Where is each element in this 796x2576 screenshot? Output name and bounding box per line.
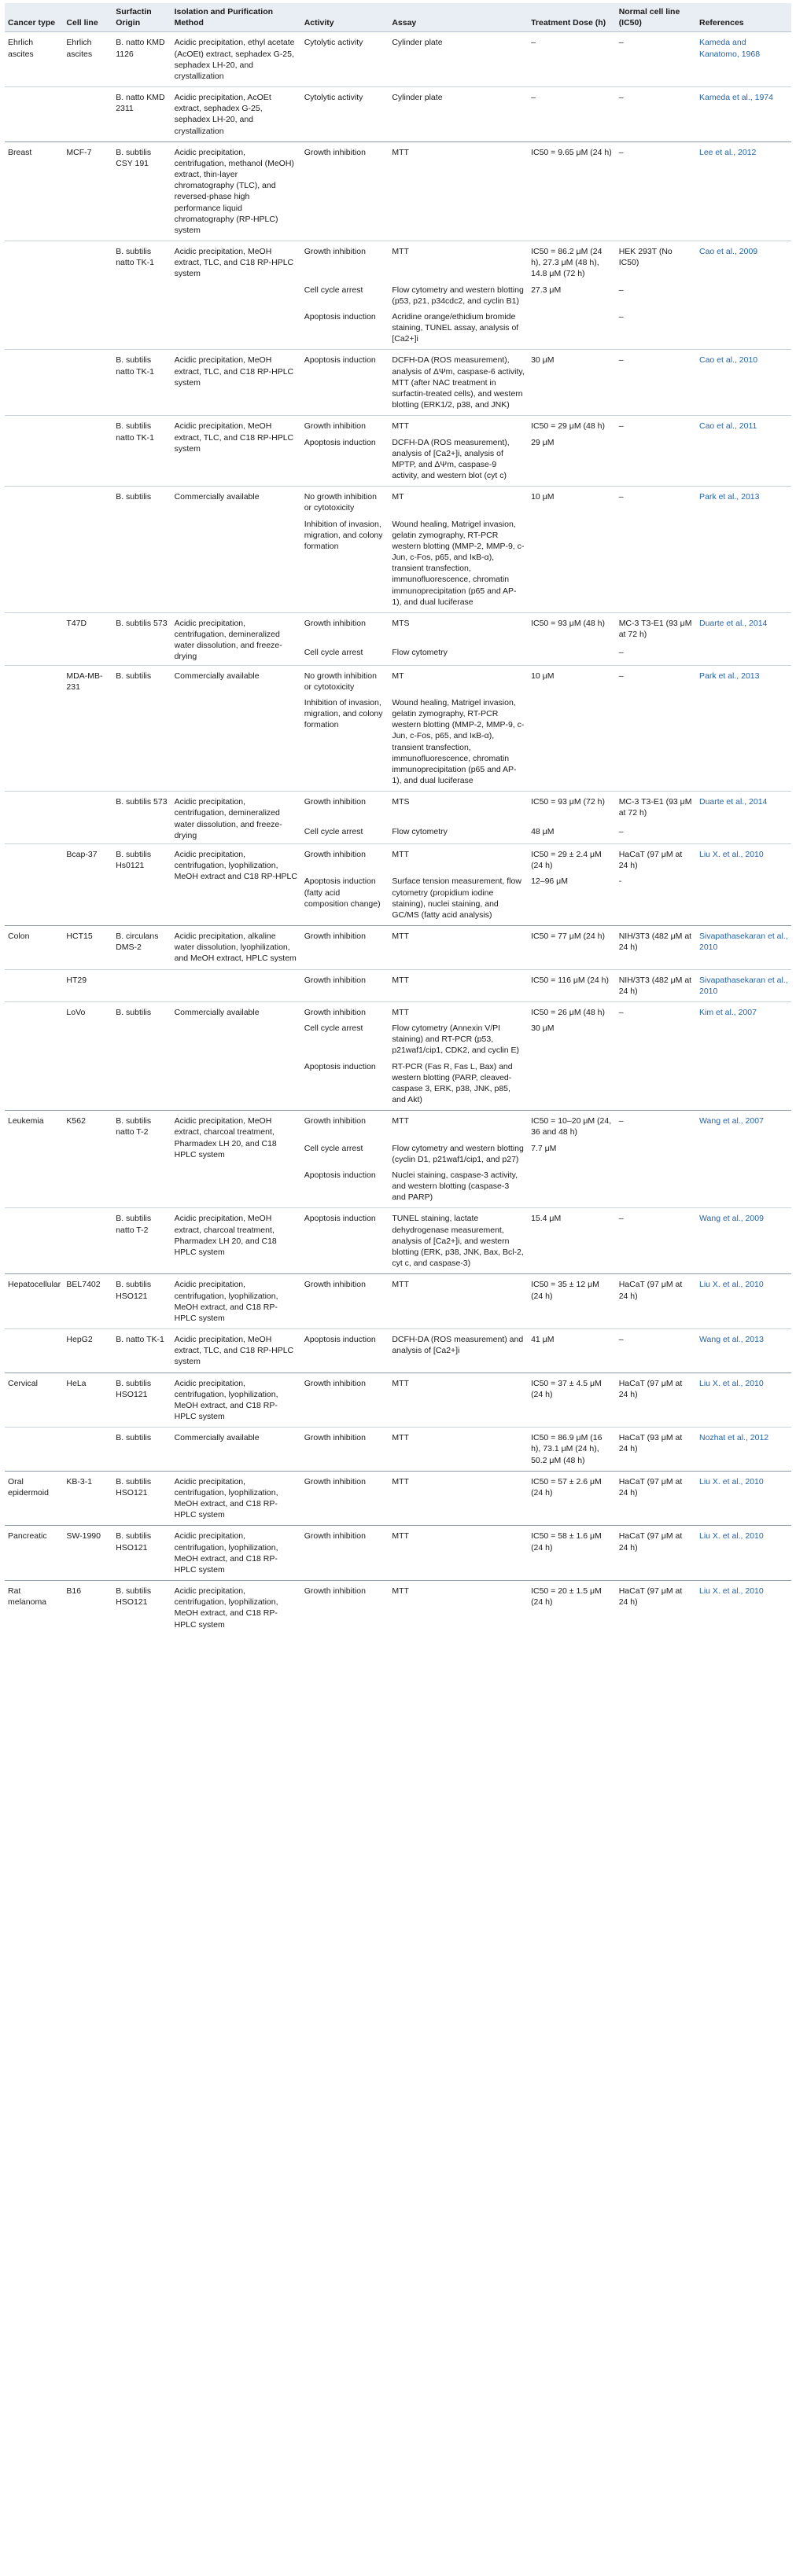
origin-cell: B. natto KMD 1126 (112, 32, 171, 87)
normal-cell-line-cell: NIH/3T3 (482 μM at 24 h) (616, 926, 696, 970)
origin-cell: B. subtilis natto T-2 (112, 1208, 171, 1274)
normal-cell-line-cell: – (616, 141, 696, 241)
header-normal-cell-line: Normal cell line (IC50) (616, 3, 696, 32)
table-row (5, 1111, 791, 1141)
dose-cell: 48 μM (531, 826, 555, 836)
cell-line-cell (63, 487, 112, 613)
dose-cell: IC50 = 93 μM (72 h) (528, 792, 616, 824)
origin-cell: B. subtilis HSO121 (112, 1526, 171, 1581)
normal-cell-line-cell: – (618, 648, 624, 658)
origin-cell: B. subtilis natto TK-1 (112, 350, 171, 416)
normal-cell-line-cell (616, 1059, 696, 1111)
dose-cell: IC50 = 9.65 μM (24 h) (528, 141, 616, 241)
activity-cell: No growth inhibition or cytotoxicity (301, 487, 389, 516)
activity-cell: No growth inhibition or cytotoxicity (301, 665, 389, 695)
activity-cell: Inhibition of invasion, migration, and colony formation (304, 519, 383, 551)
reference-link[interactable]: Liu X. et al., 2010 (696, 1526, 791, 1581)
reference-link[interactable]: Cao et al., 2009 (696, 241, 791, 350)
normal-cell-line-cell: – (616, 416, 696, 435)
assay-cell: Cylinder plate (389, 87, 528, 142)
dose-cell: IC50 = 86.2 μM (24 h), 27.3 μM (48 h), 14.8 μM (72 h) (528, 241, 616, 282)
reference-link[interactable]: Liu X. et al., 2010 (696, 1471, 791, 1526)
origin-cell: B. natto TK-1 (112, 1329, 171, 1373)
assay-cell: MT (389, 665, 528, 695)
header-activity: Activity (301, 3, 389, 32)
table-row (5, 844, 791, 874)
activity-cell: Growth inhibition (301, 1581, 389, 1635)
cancer-type-cell: Hepatocellular (5, 1274, 63, 1329)
activity-cell: Cytolytic activity (301, 32, 389, 87)
normal-cell-line-cell: HaCaT (97 μM at 24 h) (616, 1526, 696, 1581)
normal-cell-line-cell (616, 435, 696, 487)
method-cell: Acidic precipitation, centrifugation, demineralized water dissolution, and freeze-drying (171, 612, 301, 665)
dose-cell: IC50 = 77 μM (24 h) (528, 926, 616, 970)
activity-cell: Apoptosis induction (fatty acid composition change) (304, 876, 381, 909)
table-row (5, 1274, 791, 1329)
cancer-type-cell: Rat melanoma (5, 1581, 63, 1635)
activity-cell: Apoptosis induction (301, 1329, 389, 1373)
normal-cell-line-cell: – (616, 1111, 696, 1141)
dose-cell (528, 695, 616, 792)
normal-cell-line-cell: – (616, 87, 696, 142)
header-surfactin-origin: Surfactin Origin (112, 3, 171, 32)
cell-line-cell (63, 1208, 112, 1274)
origin-cell: B. subtilis HSO121 (112, 1581, 171, 1635)
activity-cell: Growth inhibition (301, 1111, 389, 1141)
normal-cell-line-cell (616, 516, 696, 613)
dose-cell: IC50 = 86.9 μM (16 h), 73.1 μM (24 h), 50.2 μM (48 h) (528, 1428, 616, 1472)
table-row (5, 969, 791, 1001)
activity-cell: Growth inhibition (301, 969, 389, 1001)
assay-cell: Flow cytometry (Annexin V/PI staining) and RT-PCR (p53, p21waf1/cip1, CDK2, and cyclin E) (392, 1023, 519, 1056)
method-cell: Acidic precipitation, centrifugation, methanol (MeOH) extract, thin-layer chromatography (TLC), and reversed-phase high performance liquid chromatography (RP-HPLC) system (171, 141, 301, 241)
method-cell: Acidic precipitation, MeOH extract, TLC, and C18 RP-HPLC system (171, 241, 301, 350)
table-row (5, 350, 791, 416)
cancer-type-cell (5, 1428, 63, 1472)
dose-cell: – (528, 32, 616, 87)
normal-cell-line-cell: – (616, 350, 696, 416)
dose-cell: IC50 = 58 ± 1.6 μM (24 h) (528, 1526, 616, 1581)
method-cell: Commercially available (171, 1001, 301, 1110)
cancer-type-cell (5, 969, 63, 1001)
dose-cell: 10 μM (528, 487, 616, 516)
cancer-type-cell (5, 1329, 63, 1373)
assay-cell: Flow cytometry and western blotting (cyclin D1, p21waf1/cip1, and p27) (392, 1143, 524, 1164)
reference-link[interactable]: Duarte et al., 2014 (696, 612, 791, 665)
method-cell: Acidic precipitation, centrifugation, lyophilization, MeOH extract, and C18 RP-HPLC system (171, 1373, 301, 1428)
assay-cell: MTT (389, 241, 528, 282)
activity-cell: Growth inhibition (301, 844, 389, 874)
cell-line-cell (63, 241, 112, 350)
assay-cell: Flow cytometry (392, 648, 448, 658)
method-cell: Acidic precipitation, alkaline water dissolution, lyophilization, and MeOH extract, HPLC system (171, 926, 301, 970)
origin-cell (112, 969, 171, 1001)
table-row (5, 1001, 791, 1020)
cell-line-cell: B16 (63, 1581, 112, 1635)
cell-line-cell (63, 350, 112, 416)
cell-line-cell (63, 792, 112, 844)
dose-cell: IC50 = 26 μM (48 h) (528, 1001, 616, 1020)
header-assay: Assay (389, 3, 528, 32)
reference-link[interactable]: Cao et al., 2011 (696, 416, 791, 487)
dose-cell: 30 μM (531, 1023, 555, 1034)
activity-cell: Cell cycle arrest (304, 826, 363, 836)
table-row (5, 1373, 791, 1428)
dose-cell: IC50 = 20 ± 1.5 μM (24 h) (528, 1581, 616, 1635)
assay-cell: MTT (389, 969, 528, 1001)
assay-cell: MTT (389, 141, 528, 241)
dose-cell: 12–96 μM (531, 876, 568, 887)
cell-line-cell: SW-1990 (63, 1526, 112, 1581)
activity-cell: Apoptosis induction (304, 311, 376, 322)
table-row (5, 665, 791, 695)
origin-cell: B. subtilis Hs0121 (112, 844, 171, 926)
cancer-type-cell (5, 844, 63, 926)
method-cell: Acidic precipitation, MeOH extract, charcoal treatment, Pharmadex LH 20, and C18 HPLC system (171, 1208, 301, 1274)
activity-cell: Growth inhibition (301, 1428, 389, 1472)
method-cell: Acidic precipitation, MeOH extract, charcoal treatment, Pharmadex LH 20, and C18 HPLC system (171, 1111, 301, 1208)
normal-cell-line-cell: – (618, 285, 624, 295)
activity-cell: Cell cycle arrest (304, 1143, 363, 1153)
normal-cell-line-cell: MC-3 T3-E1 (93 μM at 72 h) (616, 792, 696, 824)
reference-link[interactable]: Nozhat et al., 2012 (696, 1428, 791, 1472)
assay-cell: MTT (389, 1111, 528, 1141)
dose-cell (528, 309, 616, 350)
normal-cell-line-cell: HaCaT (97 μM at 24 h) (616, 1471, 696, 1526)
activity-cell: Growth inhibition (301, 1471, 389, 1526)
normal-cell-line-cell (616, 1167, 696, 1208)
cancer-type-cell (5, 792, 63, 844)
assay-cell: MT (389, 487, 528, 516)
reference-link[interactable]: Kameda and Kanatomo, 1968 (696, 32, 791, 87)
reference-link[interactable]: Lee et al., 2012 (696, 141, 791, 241)
table-row (5, 1471, 791, 1526)
assay-cell: Acridine orange/ethidium bromide staining, TUNEL assay, analysis of [Ca2+]i (392, 311, 519, 344)
surfactin-anticancer-table (5, 3, 791, 1635)
cancer-type-cell (5, 487, 63, 613)
cancer-type-cell (5, 1208, 63, 1274)
activity-cell: Growth inhibition (301, 1001, 389, 1020)
reference-link[interactable]: Cao et al., 2010 (696, 350, 791, 416)
origin-cell: B. circulans DMS-2 (112, 926, 171, 970)
cell-line-cell: K562 (63, 1111, 112, 1208)
activity-cell: Apoptosis induction (301, 350, 389, 416)
dose-cell: 15.4 μM (528, 1208, 616, 1274)
assay-cell: MTT (389, 926, 528, 970)
cancer-type-cell: Cervical (5, 1373, 63, 1428)
method-cell: Acidic precipitation, centrifugation, lyophilization, MeOH extract and C18 RP-HPLC (171, 844, 301, 926)
cancer-type-cell (5, 1001, 63, 1110)
method-cell: Acidic precipitation, centrifugation, lyophilization, MeOH extract, and C18 RP-HPLC system (171, 1581, 301, 1635)
activity-cell: Growth inhibition (301, 792, 389, 824)
assay-cell: DCFH-DA (ROS measurement) and analysis of [Ca2+]i (389, 1329, 528, 1373)
activity-cell: Growth inhibition (301, 416, 389, 435)
table-row (5, 32, 791, 87)
origin-cell: B. subtilis HSO121 (112, 1373, 171, 1428)
assay-cell: DCFH-DA (ROS measurement), analysis of [Ca2+]i, analysis of MPTP, and ΔΨm, caspase-9 activity, and western blot (cyt c) (392, 437, 510, 481)
table-row (5, 1208, 791, 1274)
dose-cell: IC50 = 93 μM (48 h) (528, 612, 616, 645)
method-cell: Commercially available (171, 487, 301, 613)
cancer-type-cell: Ehrlich ascites (5, 32, 63, 87)
table-row (5, 1428, 791, 1472)
assay-cell: DCFH-DA (ROS measurement), analysis of ΔΨm, caspase-6 activity, MTT (after NAC treatment in surfactin-treated cells), and western blotting (ERK1/2, p38, and JNK) (389, 350, 528, 416)
assay-cell: TUNEL staining, lactate dehydrogenase measurement, analysis of [Ca2+]i, and western blotting (ERK, p38, JNK, Bax, Bcl-2, cyt c, and caspase-3) (389, 1208, 528, 1274)
header-cancer-type: Cancer type (5, 3, 63, 32)
cell-line-cell: T47D (63, 612, 112, 665)
normal-cell-line-cell: HaCaT (97 μM at 24 h) (616, 844, 696, 874)
header-references: References (696, 3, 791, 32)
method-cell: Acidic precipitation, MeOH extract, TLC, and C18 RP-HPLC system (171, 350, 301, 416)
normal-cell-line-cell (616, 1020, 696, 1059)
activity-cell: Cytolytic activity (301, 87, 389, 142)
cell-line-cell: BEL7402 (63, 1274, 112, 1329)
activity-cell: Growth inhibition (301, 1526, 389, 1581)
cell-line-cell (63, 1428, 112, 1472)
table-row (5, 1526, 791, 1581)
method-cell: Acidic precipitation, centrifugation, lyophilization, MeOH extract, and C18 RP-HPLC system (171, 1471, 301, 1526)
dose-cell: IC50 = 10–20 μM (24, 36 and 48 h) (528, 1111, 616, 1141)
activity-cell: Apoptosis induction (304, 1170, 376, 1180)
reference-link[interactable]: Wang et al., 2013 (696, 1329, 791, 1373)
assay-cell: MTT (389, 844, 528, 874)
normal-cell-line-cell: – (616, 1001, 696, 1020)
origin-cell: B. subtilis (112, 1001, 171, 1110)
reference-link[interactable]: Wang et al., 2007 (696, 1111, 791, 1208)
normal-cell-line-cell: – (616, 1208, 696, 1274)
table-row (5, 487, 791, 516)
table-row (5, 1329, 791, 1373)
normal-cell-line-cell (616, 695, 696, 792)
cancer-type-cell (5, 241, 63, 350)
reference-link[interactable]: Wang et al., 2009 (696, 1208, 791, 1274)
dose-cell (528, 645, 616, 665)
assay-cell: MTT (389, 1428, 528, 1472)
origin-cell: B. subtilis (112, 487, 171, 613)
dose-cell: 29 μM (531, 437, 555, 447)
method-cell: Commercially available (171, 1428, 301, 1472)
reference-link[interactable]: Sivapathasekaran et al., 2010 (696, 926, 791, 970)
assay-cell: Cylinder plate (389, 32, 528, 87)
table-row (5, 612, 791, 645)
activity-cell: Apoptosis induction (301, 1208, 389, 1274)
cancer-type-cell: Leukemia (5, 1111, 63, 1208)
dose-cell: IC50 = 35 ± 12 μM (24 h) (528, 1274, 616, 1329)
origin-cell: B. natto KMD 2311 (112, 87, 171, 142)
cell-line-cell: Bcap-37 (63, 844, 112, 926)
cell-line-cell: MCF-7 (63, 141, 112, 241)
assay-cell: Flow cytometry (392, 826, 448, 836)
dose-cell: IC50 = 57 ± 2.6 μM (24 h) (528, 1471, 616, 1526)
normal-cell-line-cell: – (616, 1329, 696, 1373)
method-cell: Acidic precipitation, MeOH extract, TLC, and C18 RP-HPLC system (171, 1329, 301, 1373)
table-row (5, 792, 791, 824)
normal-cell-line-cell: NIH/3T3 (482 μM at 24 h) (616, 969, 696, 1001)
origin-cell: B. subtilis (112, 1428, 171, 1472)
normal-cell-line-cell (616, 1141, 696, 1167)
dose-cell: 30 μM (528, 350, 616, 416)
origin-cell: B. subtilis natto TK-1 (112, 416, 171, 487)
activity-cell: Cell cycle arrest (304, 1023, 363, 1034)
table-row (5, 416, 791, 435)
table-row (5, 926, 791, 970)
dose-cell: – (528, 87, 616, 142)
cancer-type-cell (5, 416, 63, 487)
reference-link[interactable]: Liu X. et al., 2010 (696, 1581, 791, 1635)
table-row (5, 241, 791, 282)
cell-line-cell: MDA-MB-231 (63, 665, 112, 792)
activity-cell: Growth inhibition (301, 1274, 389, 1329)
assay-cell: MTT (389, 1581, 528, 1635)
normal-cell-line-cell: – (618, 311, 624, 322)
activity-cell: Inhibition of invasion, migration, and colony formation (304, 697, 383, 730)
assay-cell: MTS (389, 612, 528, 645)
reference-link[interactable]: Liu X. et al., 2010 (696, 1274, 791, 1329)
cancer-type-cell: Oral epidermoid (5, 1471, 63, 1526)
assay-cell: Flow cytometry and western blotting (p53, p21, p34cdc2, and cyclin B1) (392, 285, 524, 306)
origin-cell: B. subtilis 573 (112, 612, 171, 665)
cancer-type-cell (5, 665, 63, 792)
assay-cell: MTT (389, 1471, 528, 1526)
assay-cell: Wound healing, Matrigel invasion, gelatin zymography, RT-PCR western blotting (MMP-2, MMP-9, c-Jun, c-Fos, p65, and IκB-α), transient transfection, immunofluorescence, chromatin immunoprecipitation (p65 and AP-1), and dual luciferase (392, 697, 525, 786)
normal-cell-line-cell: HaCaT (93 μM at 24 h) (616, 1428, 696, 1472)
cancer-type-cell (5, 350, 63, 416)
cell-line-cell: HCT15 (63, 926, 112, 970)
cancer-type-cell: Pancreatic (5, 1526, 63, 1581)
dose-cell: 10 μM (528, 665, 616, 695)
assay-cell: MTT (389, 1526, 528, 1581)
origin-cell: B. subtilis CSY 191 (112, 141, 171, 241)
normal-cell-line-cell: – (616, 487, 696, 516)
dose-cell (528, 516, 616, 613)
method-cell: Commercially available (171, 665, 301, 792)
reference-link[interactable]: Kameda et al., 1974 (696, 87, 791, 142)
assay-cell: MTT (389, 1373, 528, 1428)
dose-cell: 27.3 μM (531, 285, 562, 295)
reference-link[interactable]: Duarte et al., 2014 (696, 792, 791, 844)
dose-cell (528, 1059, 616, 1111)
cell-line-cell: HeLa (63, 1373, 112, 1428)
normal-cell-line-cell: - (618, 876, 622, 887)
reference-link[interactable]: Park et al., 2013 (696, 665, 791, 792)
dose-cell (528, 1167, 616, 1208)
assay-cell: RT-PCR (Fas R, Fas L, Bax) and western blotting (PARP, cleaved-caspase 3, ERK, p38, JNK, p85, and Akt) (392, 1061, 513, 1105)
method-cell: Acidic precipitation, MeOH extract, TLC, and C18 RP-HPLC system (171, 416, 301, 487)
activity-cell: Apoptosis induction (304, 1061, 376, 1071)
dose-cell: IC50 = 116 μM (24 h) (528, 969, 616, 1001)
activity-cell: Apoptosis induction (304, 437, 376, 447)
normal-cell-line-cell: – (616, 32, 696, 87)
dose-cell: IC50 = 29 μM (48 h) (528, 416, 616, 435)
normal-cell-line-cell: – (616, 665, 696, 695)
table-row (5, 141, 791, 241)
normal-cell-line-cell: MC-3 T3-E1 (93 μM at 72 h) (616, 612, 696, 645)
dose-cell: 7.7 μM (531, 1143, 557, 1153)
normal-cell-line-cell: HaCaT (97 μM at 24 h) (616, 1373, 696, 1428)
origin-cell: B. subtilis HSO121 (112, 1471, 171, 1526)
assay-cell: Wound healing, Matrigel invasion, gelatin zymography, RT-PCR western blotting (MMP-2, MMP-9, c-Jun, c-Fos, p65, and IκB-α), transient transfection, immunofluorescence, chromatin immunoprecipitation (p65 and AP-1), and dual luciferase (392, 519, 525, 607)
cell-line-cell: HepG2 (63, 1329, 112, 1373)
cell-line-cell: HT29 (63, 969, 112, 1001)
method-cell: Acidic precipitation, ethyl acetate (AcOEt) extract, sephadex G-25, sephadex LH-20, and crystallization (171, 32, 301, 87)
normal-cell-line-cell: HaCaT (97 μM at 24 h) (616, 1581, 696, 1635)
activity-cell: Growth inhibition (301, 612, 389, 645)
normal-cell-line-cell: – (618, 826, 624, 836)
assay-cell: MTS (389, 792, 528, 824)
method-cell: Acidic precipitation, centrifugation, lyophilization, MeOH extract, and C18 RP-HPLC system (171, 1526, 301, 1581)
reference-link[interactable]: Liu X. et al., 2010 (696, 1373, 791, 1428)
origin-cell: B. subtilis natto T-2 (112, 1111, 171, 1208)
reference-link[interactable]: Park et al., 2013 (696, 487, 791, 613)
table-body (5, 32, 791, 1635)
assay-cell: Nuclei staining, caspase-3 activity, and western blotting (caspase-3 and PARP) (392, 1170, 518, 1203)
table-header (5, 3, 791, 32)
origin-cell: B. subtilis HSO121 (112, 1274, 171, 1329)
header-cell-line: Cell line (63, 3, 112, 32)
origin-cell: B. subtilis (112, 665, 171, 792)
header-isolation-method: Isolation and Purification Method (171, 3, 301, 32)
cell-line-cell: Ehrlich ascites (63, 32, 112, 87)
cell-line-cell: KB-3-1 (63, 1471, 112, 1526)
assay-cell: Surface tension measurement, flow cytometry (propidium iodine staining), nuclei staining, and GC/MS (fatty acid analysis) (392, 876, 521, 920)
activity-cell: Cell cycle arrest (304, 648, 363, 658)
normal-cell-line-cell: HaCaT (97 μM at 24 h) (616, 1274, 696, 1329)
activity-cell: Growth inhibition (301, 926, 389, 970)
activity-cell: Growth inhibition (301, 1373, 389, 1428)
cancer-type-cell (5, 612, 63, 665)
method-cell: Acidic precipitation, centrifugation, demineralized water dissolution, and freeze-drying (171, 792, 301, 844)
dose-cell: 41 μM (528, 1329, 616, 1373)
table-row (5, 87, 791, 142)
activity-cell: Cell cycle arrest (304, 285, 363, 295)
method-cell (171, 969, 301, 1001)
cancer-type-cell: Breast (5, 141, 63, 241)
reference-link[interactable]: Liu X. et al., 2010 (696, 844, 791, 926)
cancer-type-cell: Colon (5, 926, 63, 970)
dose-cell: IC50 = 37 ± 4.5 μM (24 h) (528, 1373, 616, 1428)
assay-cell: MTT (389, 1274, 528, 1329)
origin-cell: B. subtilis natto TK-1 (112, 241, 171, 350)
cell-line-cell: LoVo (63, 1001, 112, 1110)
assay-cell: MTT (389, 1001, 528, 1020)
dose-cell: IC50 = 29 ± 2.4 μM (24 h) (528, 844, 616, 874)
reference-link[interactable]: Kim et al., 2007 (696, 1001, 791, 1110)
table-row (5, 1581, 791, 1635)
normal-cell-line-cell: HEK 293T (No IC50) (616, 241, 696, 282)
method-cell: Acidic precipitation, AcOEt extract, sephadex G-25, sephadex LH-20, and crystallization (171, 87, 301, 142)
activity-cell: Growth inhibition (301, 141, 389, 241)
origin-cell: B. subtilis 573 (112, 792, 171, 844)
assay-cell: MTT (389, 416, 528, 435)
activity-cell: Growth inhibition (301, 241, 389, 282)
header-treatment-dose: Treatment Dose (h) (528, 3, 616, 32)
cell-line-cell (63, 416, 112, 487)
method-cell: Acidic precipitation, centrifugation, lyophilization, MeOH extract, and C18 RP-HPLC system (171, 1274, 301, 1329)
reference-link[interactable]: Sivapathasekaran et al., 2010 (696, 969, 791, 1001)
cell-line-cell (63, 87, 112, 142)
cancer-type-cell (5, 87, 63, 142)
